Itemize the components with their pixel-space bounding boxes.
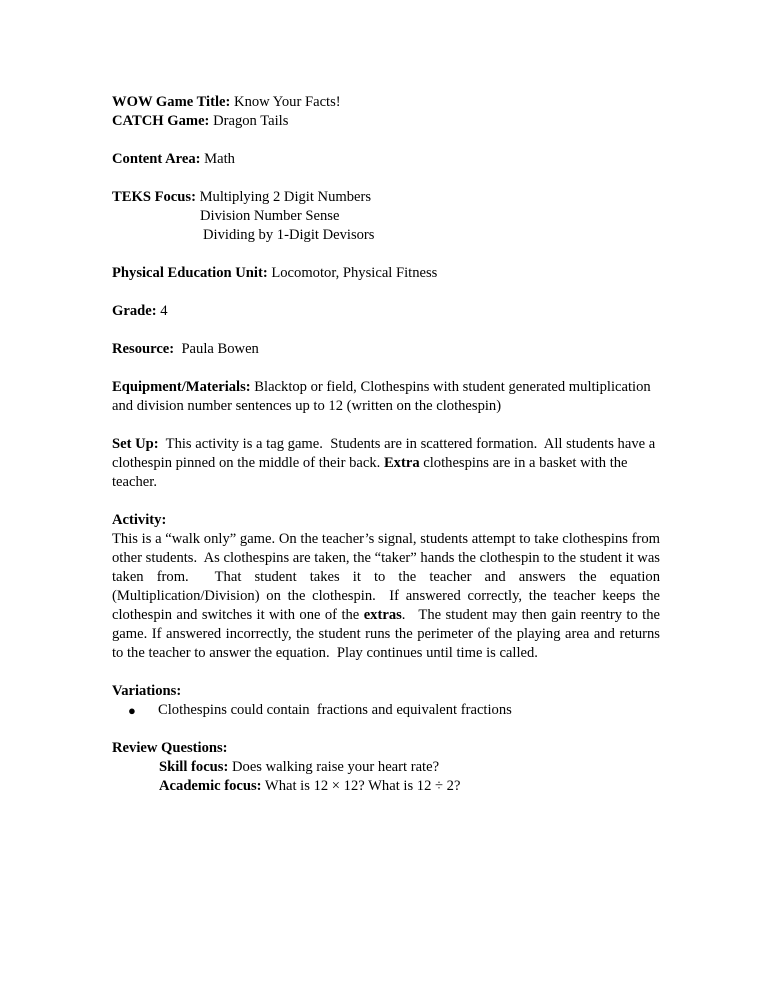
- teks-focus-item: Dividing by 1-Digit Devisors: [203, 227, 375, 243]
- teks-focus-item: Division Number Sense: [200, 208, 340, 224]
- skill-focus: [112, 758, 660, 777]
- grade-value: 4: [156, 303, 168, 319]
- pe-unit: [112, 264, 660, 283]
- review-label: Review Questions:: [112, 740, 228, 756]
- activity-label: Activity:: [112, 512, 167, 528]
- content-area: [112, 150, 660, 169]
- teks-focus-item: Multiplying 2 Digit Numbers: [195, 189, 372, 205]
- variations-label: Variations:: [112, 683, 182, 699]
- equipment-value: Blacktop or field, Clothespins with student generated multiplication and division number sentences up to 12 (written on the clothespin): [112, 379, 651, 414]
- pe-unit-value: Locomotor, Physical Fitness: [267, 265, 438, 281]
- activity-text: [112, 530, 664, 663]
- pe-unit-label: Physical Education Unit:: [112, 265, 268, 281]
- content-area-value: Math: [200, 151, 235, 167]
- wow-game-title-value: Know Your Facts!: [230, 94, 341, 110]
- resource-value: Paula Bowen: [174, 341, 259, 357]
- set-up-label: Set Up:: [112, 436, 159, 452]
- wow-game-title: [112, 93, 660, 112]
- catch-game-label: CATCH Game:: [112, 113, 210, 129]
- grade-label: Grade:: [112, 303, 157, 319]
- resource: [112, 340, 660, 359]
- teks-focus-line: [112, 188, 660, 207]
- set-up-text-end: clothespins are in a basket with the teacher.: [112, 455, 628, 490]
- activity: [112, 511, 664, 663]
- catch-game-value: Dragon Tails: [209, 113, 289, 129]
- lesson-plan: [112, 93, 664, 796]
- review-questions: [112, 739, 660, 796]
- grade: [112, 302, 660, 321]
- activity-text-start: This is a “walk only” game. On the teacher’s signal, students attempt to take clothespins from other students. As clothespins are taken, the “taker” hands the clothespin to the student it was taken from. That student takes it to the teacher and answers the equation (Multiplication/Division) on the clothespin. If answered correctly, the teacher keeps the clothespin and switches it with one of the: [112, 531, 664, 623]
- activity-bold-word: extras: [363, 607, 402, 623]
- set-up-text: This activity is a tag game. Students are in scattered formation. All students have a clothespin pinned on the middle of their back.: [112, 436, 659, 471]
- list-item: [128, 701, 660, 720]
- catch-game: [112, 112, 660, 131]
- academic-focus-label: Academic focus:: [159, 778, 262, 794]
- set-up-bold-word: Extra: [383, 455, 420, 471]
- bullet-icon: ●: [128, 703, 136, 718]
- title-block: [112, 93, 660, 131]
- equipment-label: Equipment/Materials:: [112, 379, 251, 395]
- academic-focus: [112, 777, 660, 796]
- wow-game-title-label: WOW Game Title:: [112, 94, 231, 110]
- equipment-materials: [112, 378, 660, 416]
- resource-label: Resource:: [112, 341, 175, 357]
- academic-focus-value: What is 12 × 12? What is 12 ÷ 2?: [261, 778, 461, 794]
- set-up: [112, 435, 660, 492]
- variations: [112, 682, 660, 720]
- teks-focus: [112, 188, 660, 245]
- variation-text: Clothespins could contain fractions and equivalent fractions: [158, 702, 512, 718]
- skill-focus-value: Does walking raise your heart rate?: [228, 759, 440, 775]
- variations-list: [112, 701, 660, 720]
- teks-focus-label: TEKS Focus:: [112, 189, 196, 205]
- activity-text-end: . The student may then gain reentry to the game. If answered incorrectly, the student runs the perimeter of the playing area and returns to the teacher to answer the equation. Play continues until time is called.: [112, 607, 664, 661]
- skill-focus-label: Skill focus:: [159, 759, 229, 775]
- content-area-label: Content Area:: [112, 151, 201, 167]
